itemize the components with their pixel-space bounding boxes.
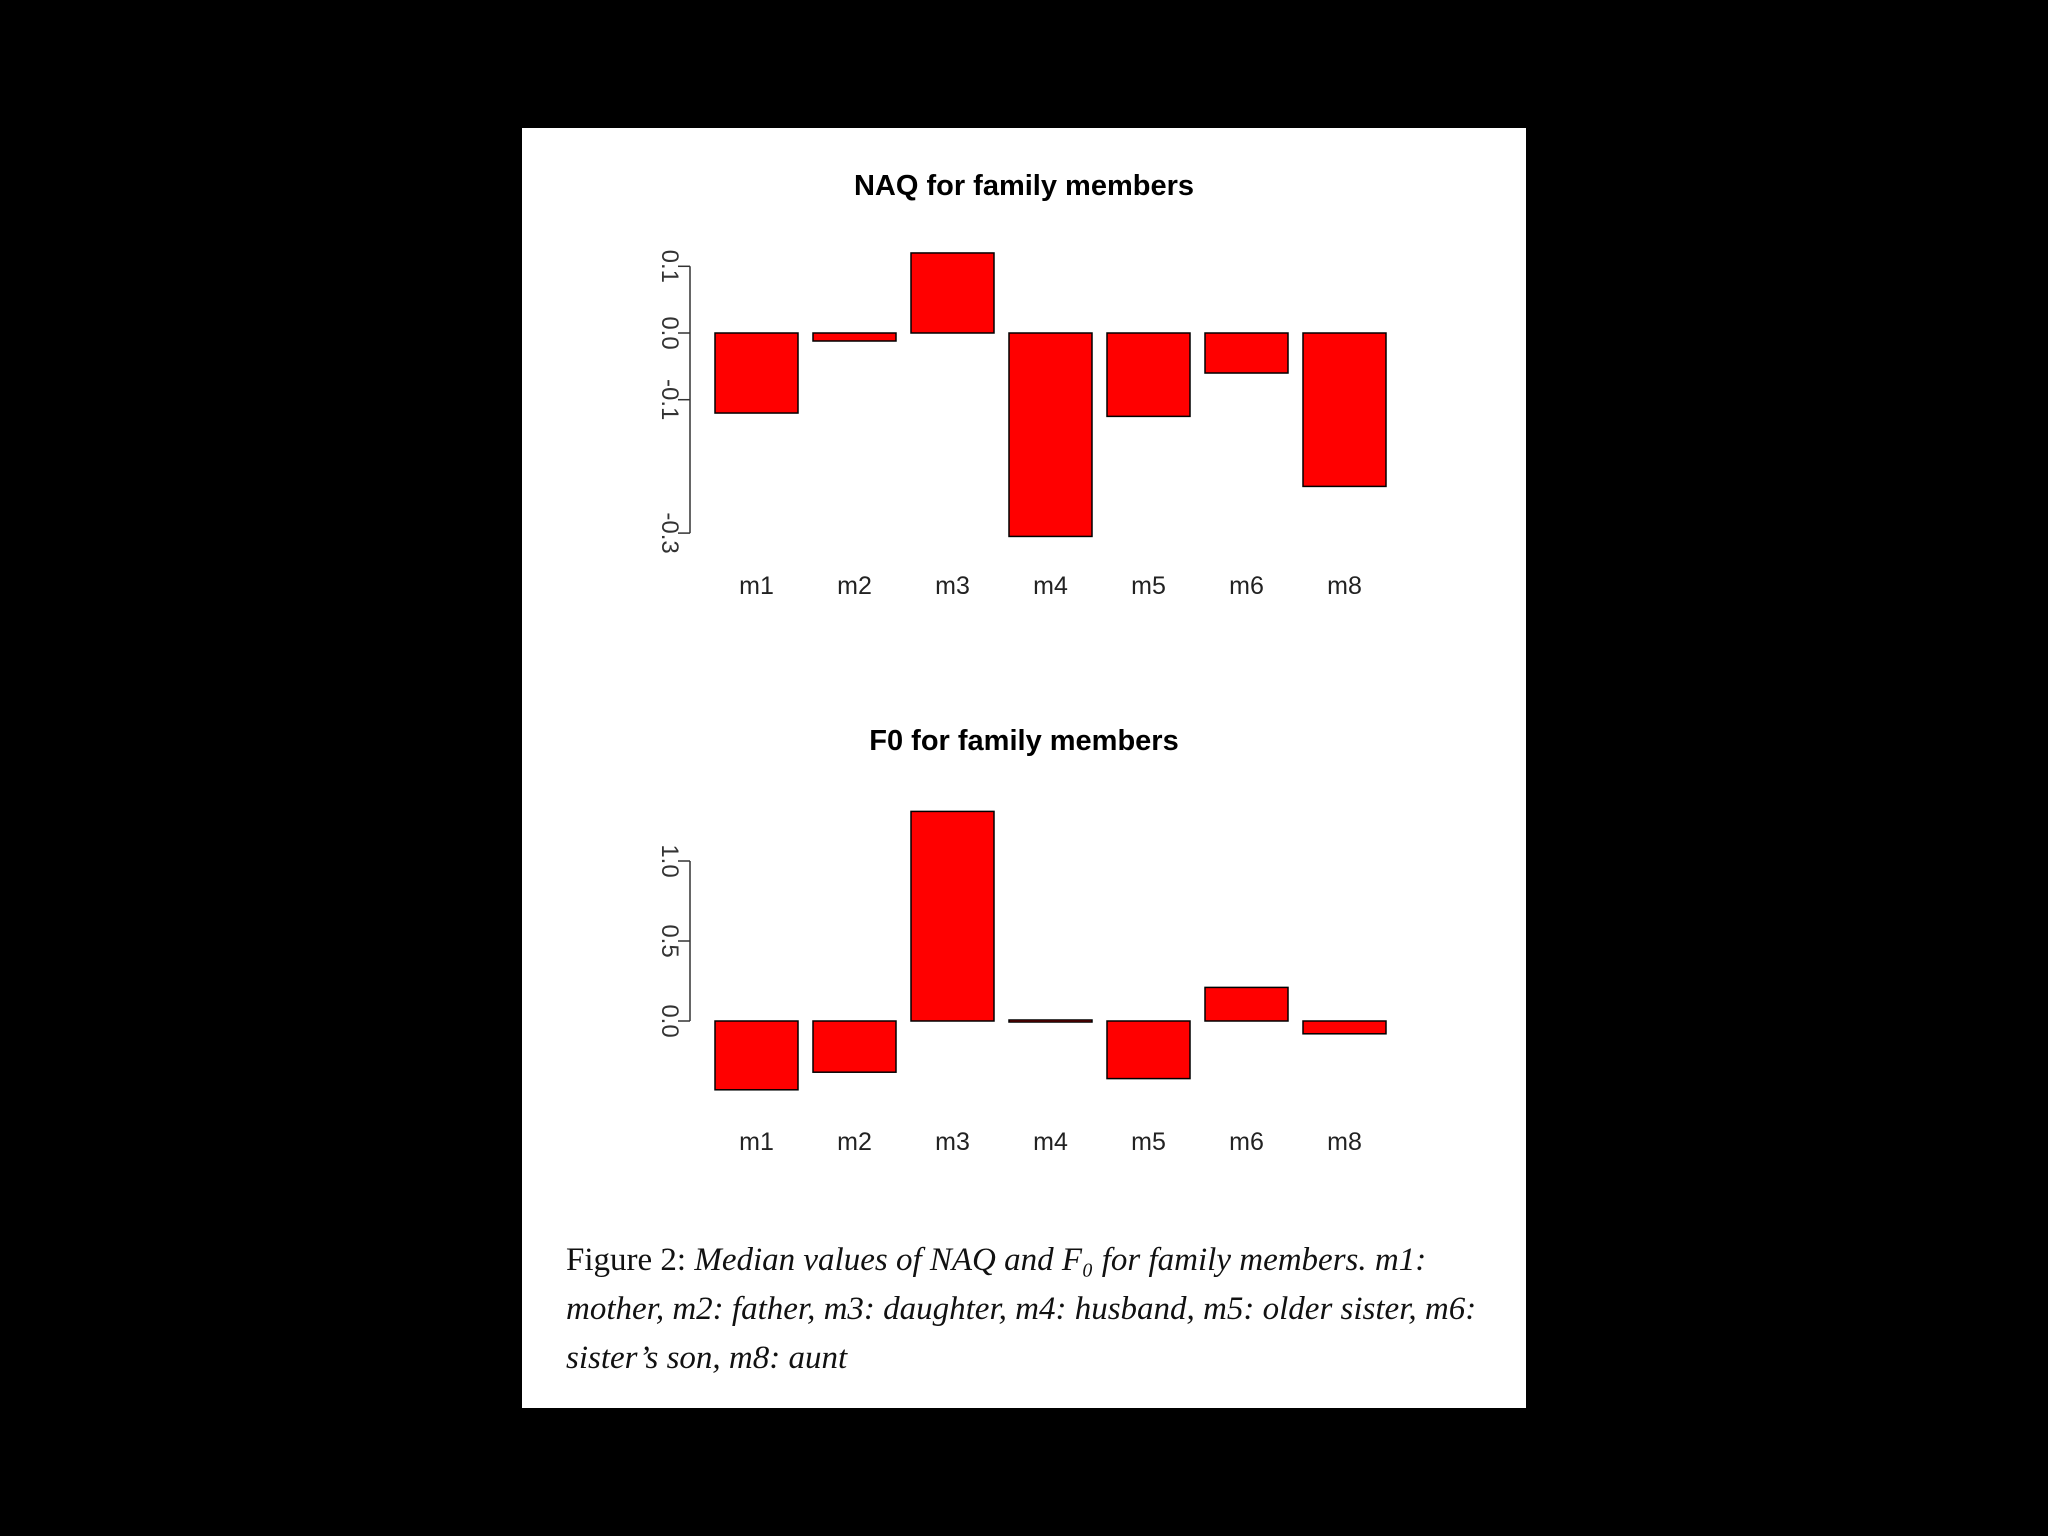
y-tick-label: 1.0 xyxy=(656,844,683,878)
category-label: m5 xyxy=(1131,1128,1166,1156)
bar-m3 xyxy=(911,811,994,1021)
figure-caption xyxy=(566,1236,1496,1383)
y-tick-label: 0.0 xyxy=(656,1004,683,1038)
category-label: m2 xyxy=(837,1128,872,1156)
category-label: m8 xyxy=(1327,572,1362,600)
naq-chart xyxy=(656,170,1386,600)
bar-m5 xyxy=(1107,1021,1190,1079)
bar-m1 xyxy=(715,1021,798,1090)
category-label: m3 xyxy=(935,1128,970,1156)
charts-canvas xyxy=(522,128,1526,1328)
category-label: m5 xyxy=(1131,572,1166,600)
category-label: m4 xyxy=(1033,1128,1068,1156)
category-label: m4 xyxy=(1033,572,1068,600)
bar-m6 xyxy=(1205,333,1288,373)
category-label: m8 xyxy=(1327,1128,1362,1156)
bar-m3 xyxy=(911,253,994,333)
chart-title: F0 for family members xyxy=(869,725,1179,757)
y-tick-label: 0.0 xyxy=(656,316,683,350)
category-label: m1 xyxy=(739,1128,774,1156)
category-label: m2 xyxy=(837,572,872,600)
y-tick-label: -0.3 xyxy=(656,512,683,554)
y-tick-label: 0.5 xyxy=(656,924,683,958)
bar-m8 xyxy=(1303,1021,1386,1034)
y-tick-label: 0.1 xyxy=(656,249,683,283)
bar-m2 xyxy=(813,333,896,341)
figure-card xyxy=(522,128,1526,1408)
bar-m4 xyxy=(1009,333,1092,536)
f0-chart xyxy=(656,725,1386,1156)
bar-m4 xyxy=(1009,1020,1092,1022)
caption-label: Figure 2: xyxy=(566,1242,687,1278)
bar-m2 xyxy=(813,1021,896,1072)
category-label: m3 xyxy=(935,572,970,600)
caption-text: Median values of NAQ and F₀ for family members. m1: mother, m2: father, m3: daughter, m4: husband, m5: older sister, m6: sister’s son, m8: aunt xyxy=(566,1242,1477,1376)
y-tick-label: -0.1 xyxy=(656,379,683,421)
category-label: m6 xyxy=(1229,572,1264,600)
bar-m1 xyxy=(715,333,798,413)
bar-m6 xyxy=(1205,987,1288,1021)
chart-title: NAQ for family members xyxy=(853,170,1195,202)
bar-m8 xyxy=(1303,333,1386,486)
category-label: m6 xyxy=(1229,1128,1264,1156)
bar-m5 xyxy=(1107,333,1190,416)
category-label: m1 xyxy=(739,572,774,600)
